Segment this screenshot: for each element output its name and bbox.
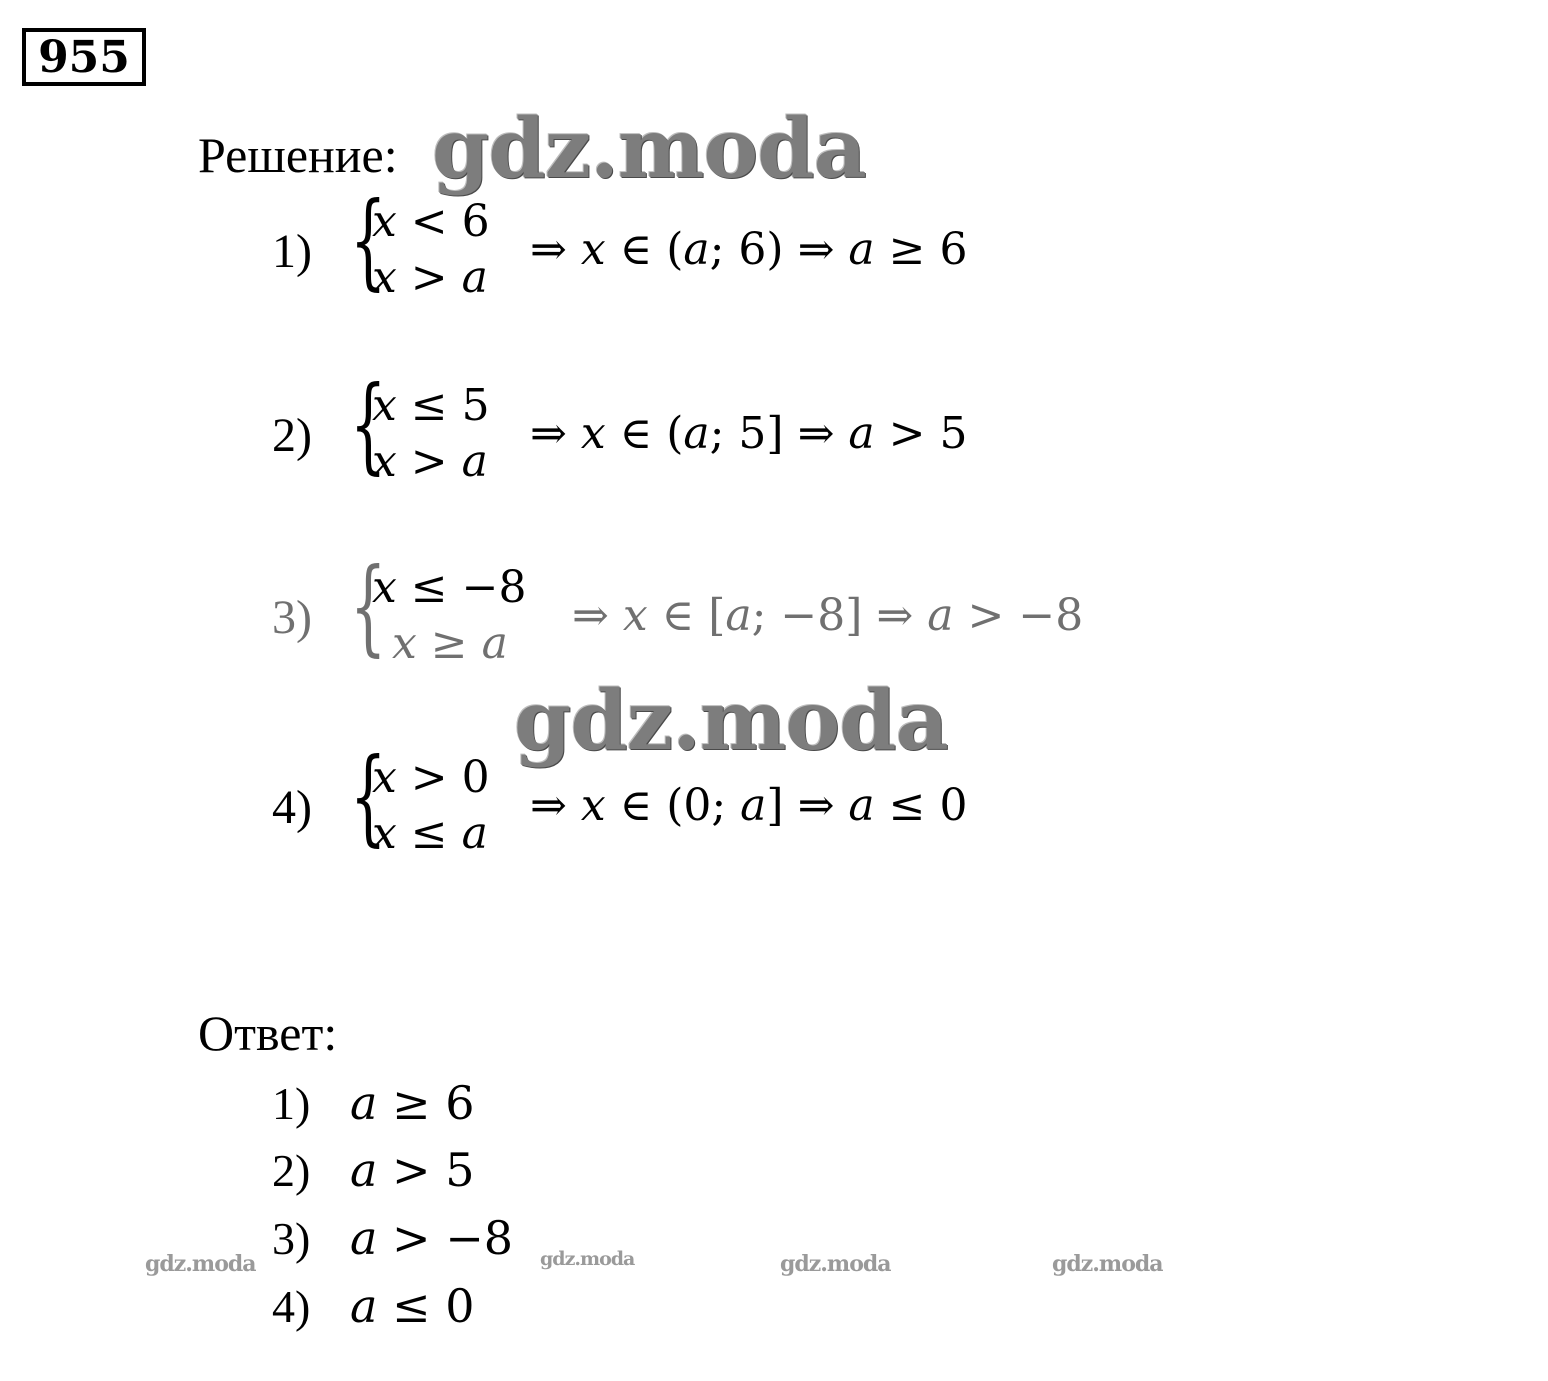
answer-number: 4) bbox=[272, 1281, 311, 1332]
solution-label: Решение: bbox=[198, 127, 398, 183]
watermark-small-2: gdz.moda bbox=[540, 1248, 635, 1270]
item-number: 3) bbox=[272, 591, 312, 644]
item-number: 1) bbox=[272, 225, 312, 278]
system-line-1: 𝑥 ≤ −8 bbox=[372, 562, 527, 613]
system-line-2: 𝑥 ≥ 𝑎 bbox=[392, 618, 508, 669]
system-line-1: 𝑥 > 0 bbox=[372, 752, 490, 803]
answer-expression: 𝑎 > 5 bbox=[350, 1143, 475, 1197]
answer-number: 2) bbox=[272, 1145, 311, 1196]
system-line-2: 𝑥 > 𝑎 bbox=[372, 252, 488, 303]
answer-label: Ответ: bbox=[198, 1005, 338, 1061]
system-brace: { bbox=[350, 545, 387, 667]
item-result: ⇒ 𝑥 ∈ (𝑎; 5] ⇒ 𝑎 > 5 bbox=[530, 408, 968, 459]
watermark-small-1: gdz.moda bbox=[145, 1251, 256, 1277]
item-number: 2) bbox=[272, 409, 312, 462]
system-line-2: 𝑥 ≤ 𝑎 bbox=[372, 808, 488, 859]
system-brace: { bbox=[350, 179, 387, 301]
answer-number: 1) bbox=[272, 1078, 311, 1129]
answer-number: 3) bbox=[272, 1213, 311, 1264]
system-brace: { bbox=[350, 363, 387, 485]
item-result: ⇒ 𝑥 ∈ (0; 𝑎] ⇒ 𝑎 ≤ 0 bbox=[530, 780, 968, 831]
answer-expression: 𝑎 ≤ 0 bbox=[350, 1279, 475, 1333]
answer-item-1 bbox=[272, 1076, 474, 1130]
watermark-small-3: gdz.moda bbox=[780, 1251, 891, 1277]
answer-expression: 𝑎 > −8 bbox=[350, 1211, 514, 1265]
item-result: ⇒ 𝑥 ∈ (𝑎; 6) ⇒ 𝑎 ≥ 6 bbox=[530, 224, 968, 275]
answer-item-4 bbox=[272, 1279, 474, 1333]
answer-item-2 bbox=[272, 1143, 474, 1197]
answer-expression: 𝑎 ≥ 6 bbox=[350, 1076, 475, 1130]
system-line-1: 𝑥 < 6 bbox=[372, 196, 490, 247]
system-brace: { bbox=[350, 735, 387, 857]
watermark-small-4: gdz.moda bbox=[1052, 1251, 1163, 1277]
task-number: 955 bbox=[22, 28, 146, 86]
system-line-2: 𝑥 > 𝑎 bbox=[372, 436, 488, 487]
watermark-middle: gdz.moda bbox=[514, 673, 948, 769]
item-result: ⇒ 𝑥 ∈ [𝑎; −8] ⇒ 𝑎 > −8 bbox=[572, 590, 1084, 641]
answer-item-3 bbox=[272, 1211, 513, 1265]
watermark-top: gdz.moda bbox=[432, 101, 866, 197]
item-number: 4) bbox=[272, 781, 312, 834]
system-line-1: 𝑥 ≤ 5 bbox=[372, 380, 490, 431]
